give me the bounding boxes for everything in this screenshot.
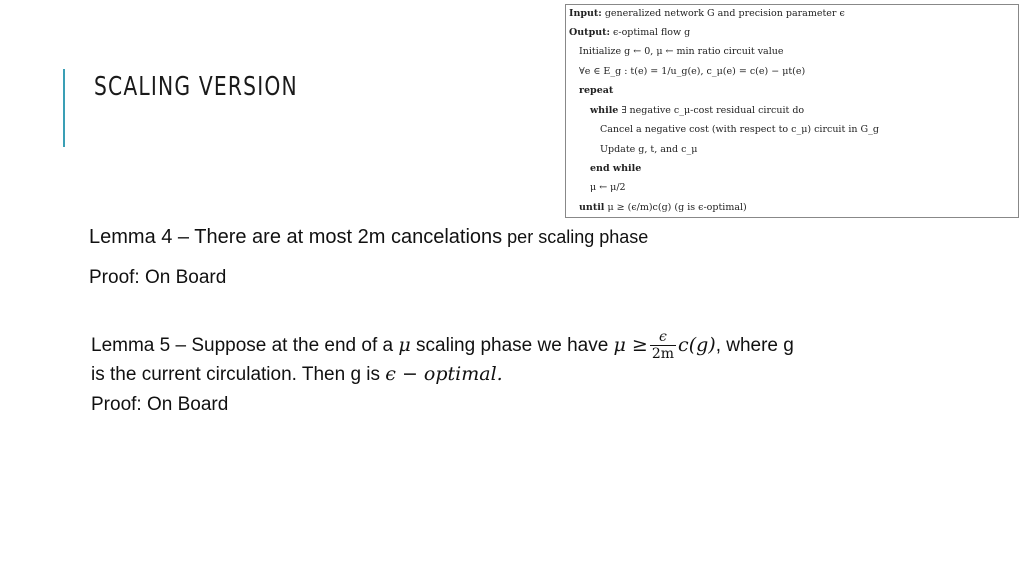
slide-title: SCALING VERSION	[94, 72, 298, 102]
algorithm-box	[565, 4, 1019, 218]
algo-line-repeat: repeat	[579, 85, 614, 96]
algo-line-cancel: Cancel a negative cost (with respect to c_μ) circuit in G_g	[600, 124, 879, 135]
lemma-4-main: Lemma 4 – There are at most 2m cancelations	[89, 226, 503, 248]
lemma-4-tail: per scaling phase	[502, 227, 649, 247]
algo-line-forall: ∀e ∈ E_g : t(e) = 1/u_g(e), c_μ(e) = c(e) − μt(e)	[579, 66, 806, 77]
lemma-5-line-2	[91, 363, 503, 386]
fraction-denominator: 2m	[651, 346, 675, 363]
lemma-5-cost: c(g)	[678, 334, 716, 356]
lemma-5-inequality: μ ≥	[613, 334, 648, 356]
algo-line-update: Update g, t, and c_μ	[600, 144, 698, 155]
lemma-5-line-1	[91, 326, 794, 366]
algo-line-input: Input: generalized network G and precision parameter ϵ	[569, 8, 845, 19]
algo-line-while: while ∃ negative c_μ-cost residual circuit do	[590, 105, 805, 116]
proof-1: Proof: On Board	[89, 267, 227, 288]
lemma-5-suffix: , where g	[715, 335, 794, 356]
algo-line-until: until μ ≥ (ϵ/m)c(g) (g is ϵ-optimal)	[579, 202, 747, 213]
lemma-5-line-2-prefix: is the current circulation. Then g is	[91, 364, 386, 385]
lemma-4	[89, 226, 648, 249]
lemma-5-mu: μ	[398, 334, 411, 356]
algo-line-halve-mu: μ ← μ/2	[590, 182, 626, 193]
lemma-5-prefix: Lemma 5 – Suppose at the end of a	[91, 335, 399, 356]
fraction-numerator: ϵ	[650, 329, 676, 346]
algo-line-initialize: Initialize g ← 0, μ ← min ratio circuit value	[579, 46, 784, 57]
algo-line-end-while: end while	[590, 163, 642, 174]
lemma-5-fraction	[650, 329, 676, 362]
lemma-5-optimal: ϵ − optimal.	[385, 363, 503, 385]
lemma-5-middle: scaling phase we have	[410, 335, 614, 356]
accent-bar	[63, 69, 65, 147]
algo-line-output: Output: ϵ-optimal flow g	[569, 27, 691, 38]
proof-2: Proof: On Board	[91, 394, 229, 415]
